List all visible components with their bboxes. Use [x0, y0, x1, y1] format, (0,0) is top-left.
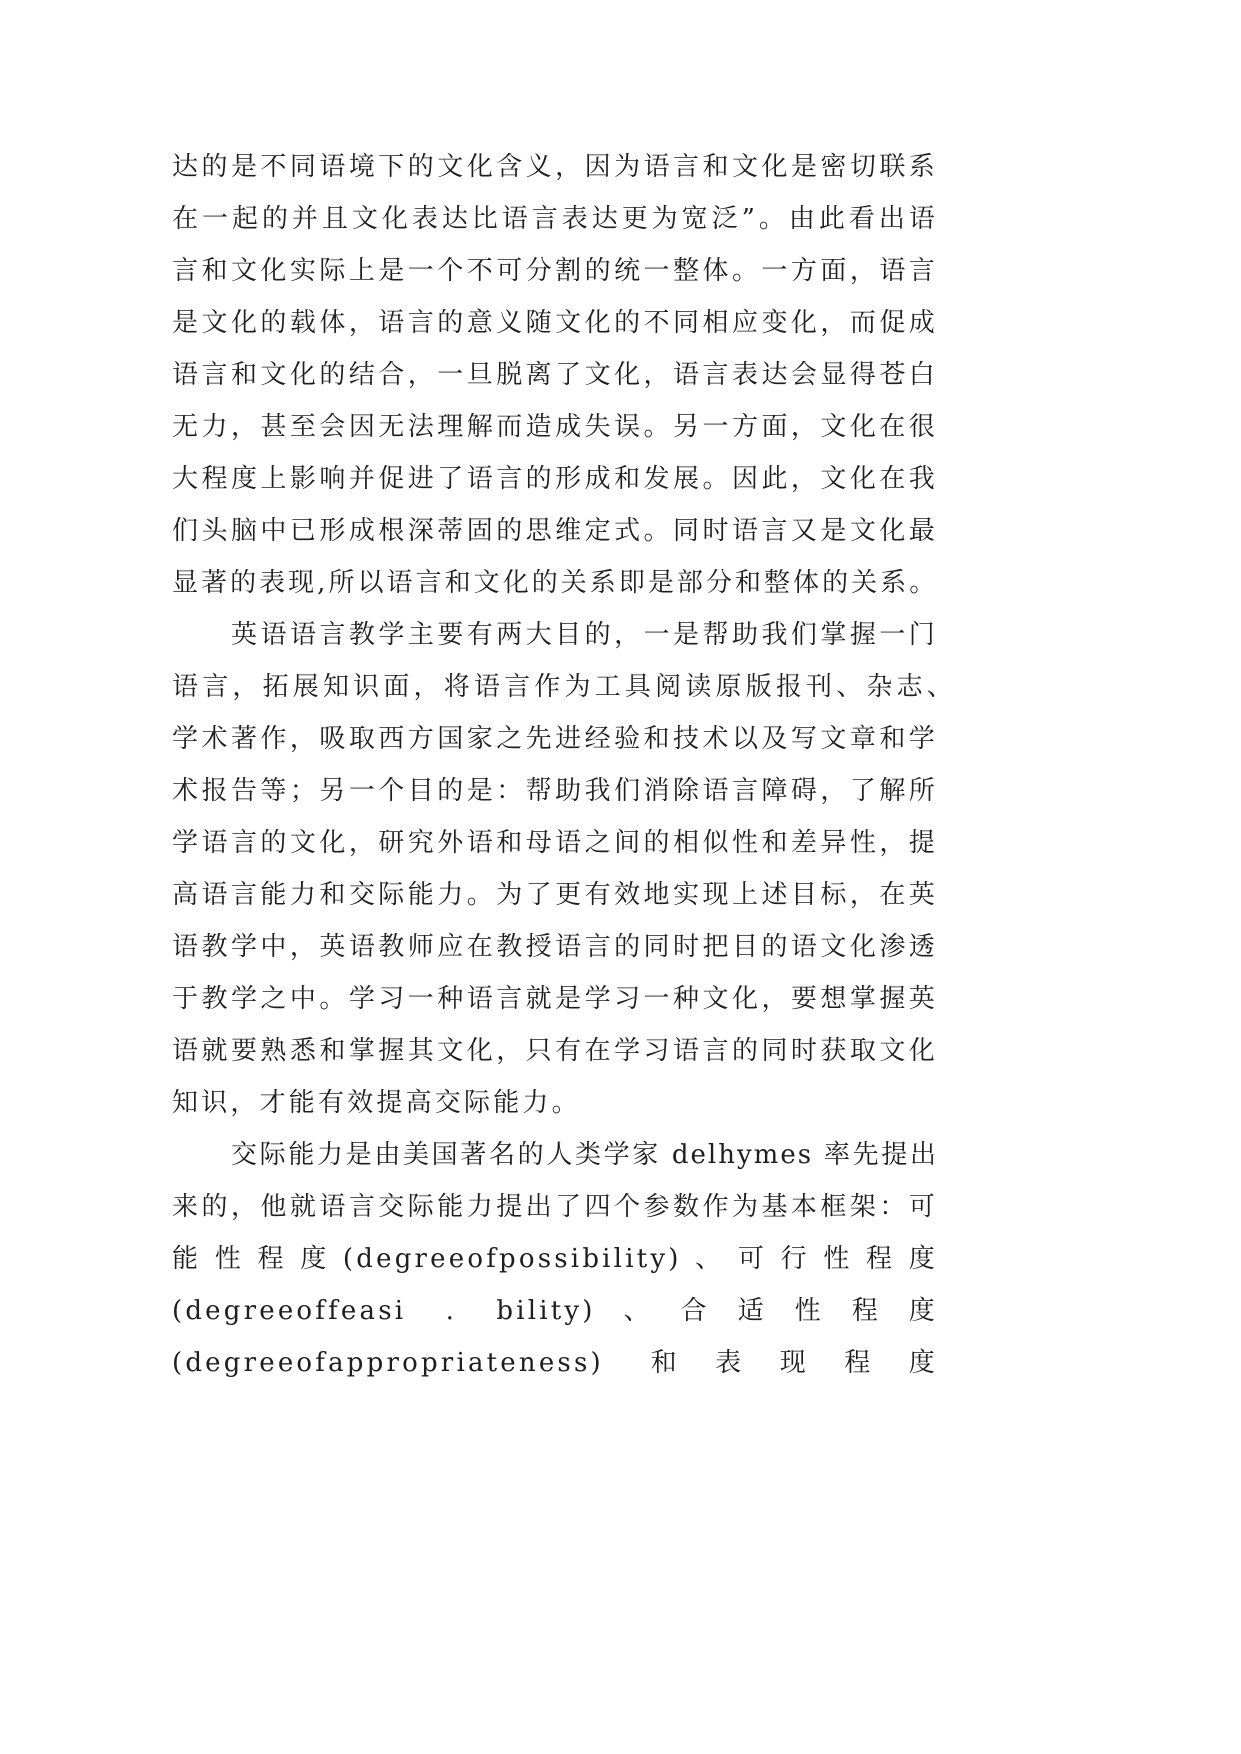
text-line: 显著的表现,所以语言和文化的关系即是部分和整体的关系。	[172, 568, 938, 598]
paragraph	[172, 141, 938, 609]
text-line: 英语语言教学主要有两大目的，一是帮助我们掌握一门	[231, 620, 938, 650]
text-line: 知识，才能有效提高交际能力。	[172, 1088, 581, 1118]
text-line: 语言和文化的结合，一旦脱离了文化，语言表达会显得苍白	[172, 360, 938, 390]
paragraph	[172, 609, 956, 1129]
text-line: 术报告等；另一个目的是：帮助我们消除语言障碍，了解所	[172, 776, 938, 806]
text-line: 学语言的文化，研究外语和母语之间的相似性和差异性，提	[172, 828, 938, 858]
text-line: 无力，甚至会因无法理解而造成失误。另一方面，文化在很	[172, 412, 938, 442]
text-line: 语就要熟悉和掌握其文化，只有在学习语言的同时获取文化	[172, 1036, 938, 1066]
text-line: 大程度上影响并促进了语言的形成和发展。因此，文化在我	[172, 464, 938, 494]
text-line: 来的，他就语言交际能力提出了四个参数作为基本框架：可	[172, 1192, 938, 1222]
text-line: 于教学之中。学习一种语言就是学习一种文化，要想掌握英	[172, 984, 938, 1014]
text-line: 是文化的载体，语言的意义随文化的不同相应变化，而促成	[172, 308, 938, 338]
document-page	[172, 141, 956, 1389]
text-line: 达的是不同语境下的文化含义，因为语言和文化是密切联系	[172, 152, 938, 182]
text-line: (degreeoffeasi . bility)、合适性程度	[172, 1296, 938, 1326]
text-line: 在一起的并且文化表达比语言表达更为宽泛”。由此看出语	[172, 204, 938, 234]
paragraph	[172, 1129, 938, 1389]
text-line: 语教学中，英语教师应在教授语言的同时把目的语文化渗透	[172, 932, 938, 962]
text-line: 学术著作，吸取西方国家之先进经验和技术以及写文章和学	[172, 724, 938, 754]
text-line: (degreeofappropriateness) 和表现程度	[172, 1348, 938, 1378]
text-line: 能性程度(degreeofpossibility)、可行性程度	[172, 1244, 938, 1274]
text-line: 语言，拓展知识面，将语言作为工具阅读原版报刊、杂志、	[172, 672, 956, 702]
text-line: 交际能力是由美国著名的人类学家 delhymes 率先提出	[231, 1140, 938, 1170]
text-line: 们头脑中已形成根深蒂固的思维定式。同时语言又是文化最	[172, 516, 938, 546]
text-line: 高语言能力和交际能力。为了更有效地实现上述目标，在英	[172, 880, 938, 910]
text-line: 言和文化实际上是一个不可分割的统一整体。一方面，语言	[172, 256, 938, 286]
